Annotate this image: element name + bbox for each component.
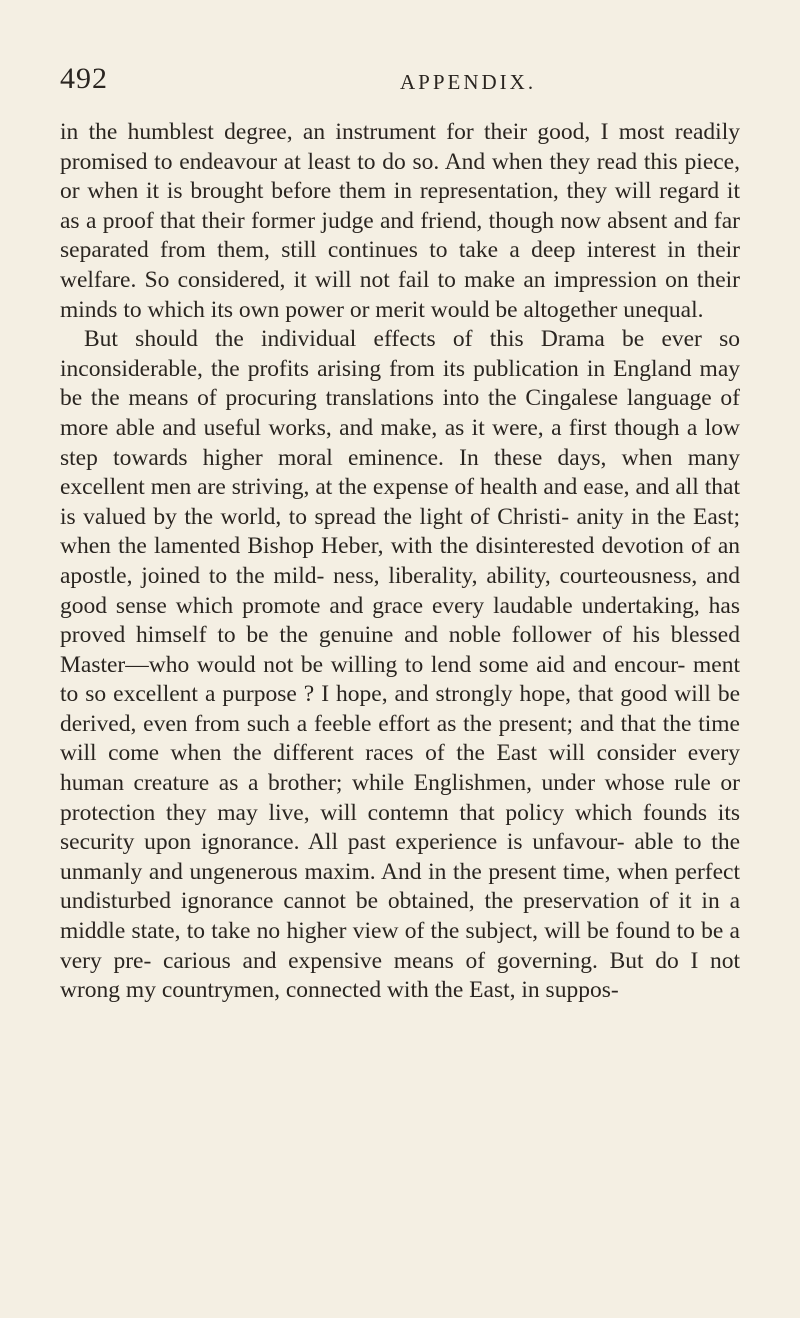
paragraph-continued: in the humblest degree, an instrument for their good, I most readily promised to endeavour at least to do so. And when they read this piece, or when it is brought before them in representation, they will regard it as a proof that their former judge and friend, though now absent and far separated from them, still continues to take a deep interest in their welfare. So considered, it will not fail to make an impression on their minds to which its own power or merit would be altogether unequal. bbox=[60, 119, 740, 323]
paragraph: But should the individual effects of this Drama be ever so inconsiderable, the profits arising from its publication in England may be the means of procuring translations into the Cingalese language of more able and useful works, and make, as it were, a first though a low step towards higher moral eminence. In these days, when many excellent men are striving, at the expense of health and ease, and all that is valued by the world, to spread the light of Christi- anity in the East; when the lamented Bishop Heber, with the disinterested devotion of an apostle, joined to the mild- ness, liberality, ability, courteousness, and good sense which promote and grace every laudable undertaking, has proved himself to be the genuine and noble follower of his blessed Master—who would not be willing to lend some aid and encour- ment to so excellent a purpose ? I hope, and strongly hope, that good will be derived, even from such a feeble effort as the present; and that the time will come when the different races of the East will consider every human creature as a brother; while Englishmen, under whose rule or protection they may live, will contemn that policy which founds its security upon ignorance. All past experience is unfavour- able to the unmanly and ungenerous maxim. And in the present time, when perfect undisturbed ignorance cannot be obtained, the preservation of it in a middle state, to take no higher view of the subject, will be found to be a very pre- carious and expensive means of governing. But do I not wrong my countrymen, connected with the East, in suppos- bbox=[60, 326, 740, 1004]
body-text bbox=[60, 118, 740, 1006]
running-head bbox=[60, 62, 740, 102]
page-number: 492 bbox=[60, 62, 108, 95]
running-title: APPENDIX. bbox=[400, 70, 537, 94]
